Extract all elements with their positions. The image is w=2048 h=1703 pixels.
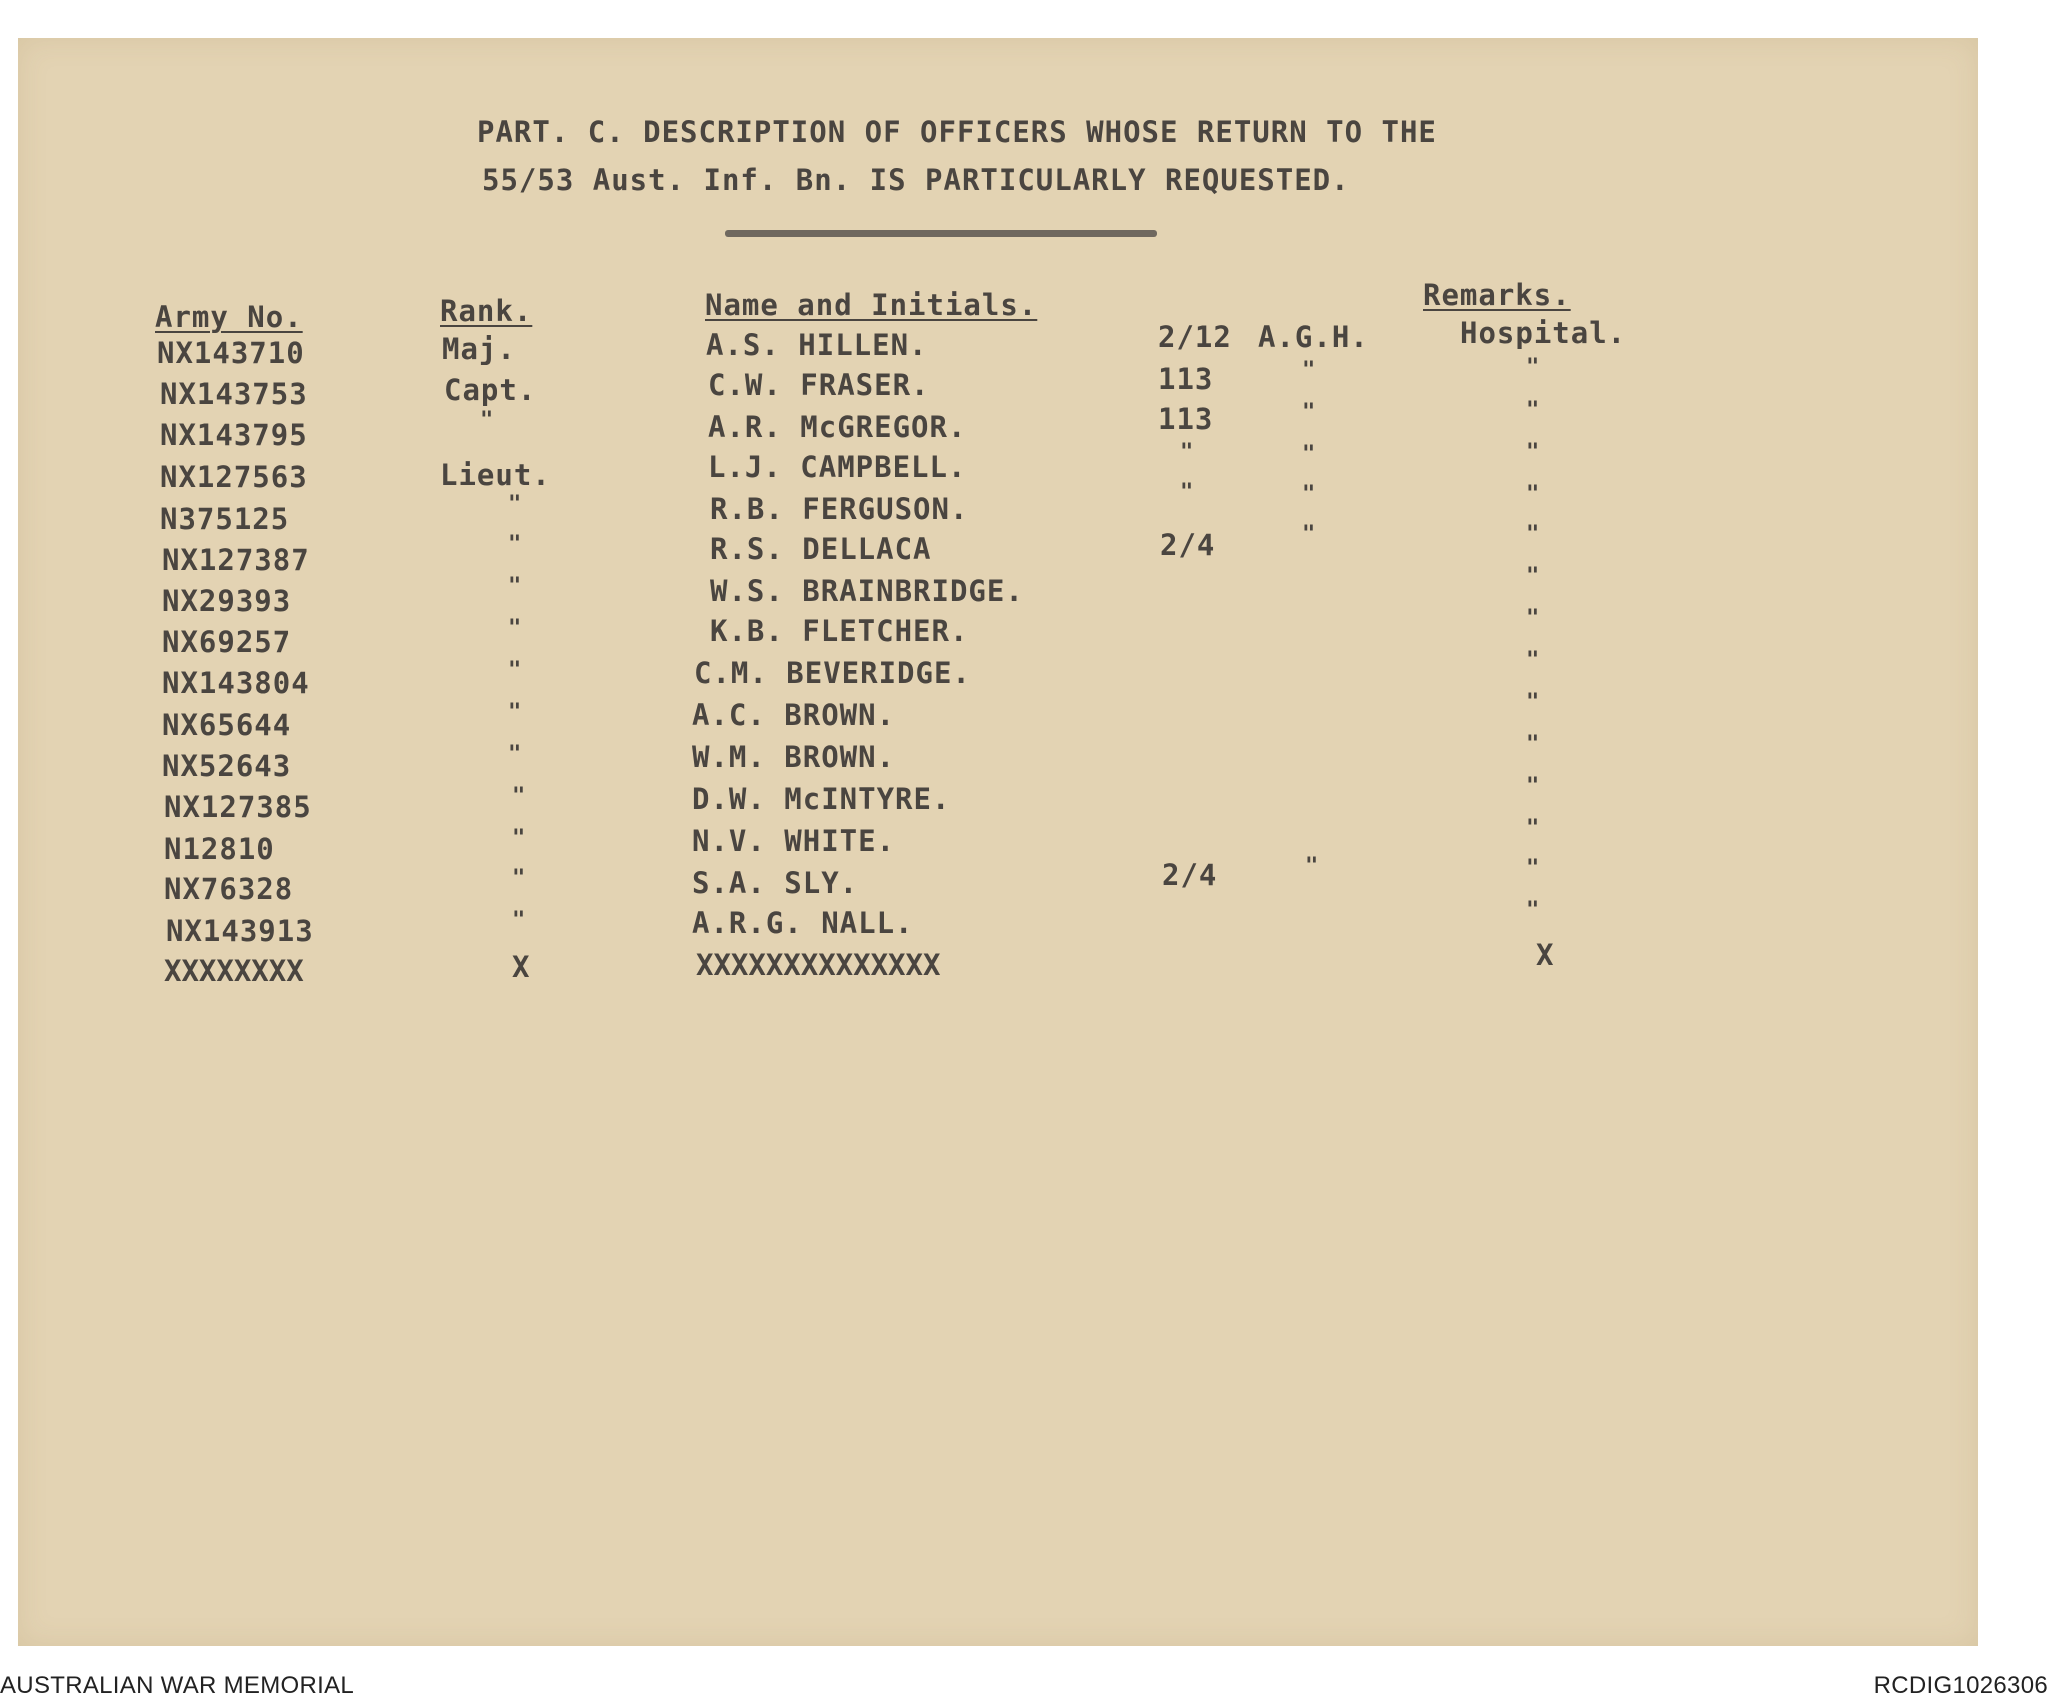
row-5-army-no: N375125 <box>160 502 290 536</box>
row-15-army-no: NX143913 <box>166 914 314 948</box>
row-4-army-no: NX127563 <box>160 460 308 494</box>
row-9-name: C.M. BEVERIDGE. <box>694 656 971 690</box>
row-5-ditto: " <box>1302 482 1317 507</box>
row-10-remark: " <box>1526 690 1541 715</box>
row-9-rank: " <box>508 658 523 683</box>
row-14-name: S.A. SLY. <box>692 866 859 900</box>
row-11-name: W.M. BROWN. <box>692 740 896 774</box>
header-army-no: Army No. <box>155 300 303 334</box>
row-16-rank: X <box>512 950 531 984</box>
row-11-remark: " <box>1526 732 1541 757</box>
row-6-name: R.S. DELLACA <box>710 532 932 566</box>
row-1-remark: Hospital. <box>1460 316 1627 350</box>
row-1-army-no: NX143710 <box>157 336 305 370</box>
row-2-unit: 113 <box>1158 362 1214 396</box>
row-7-rank: " <box>508 574 523 599</box>
row-7-army-no: NX29393 <box>162 584 292 618</box>
row-1-name: A.S. HILLEN. <box>706 328 928 362</box>
row-2-rank: Capt. <box>444 373 537 407</box>
row-14-remark: " <box>1526 856 1541 881</box>
header-rank: Rank. <box>440 294 533 328</box>
row-2-army-no: NX143753 <box>160 377 308 411</box>
row-13-name: N.V. WHITE. <box>692 824 896 858</box>
row-13-rank: " <box>512 826 527 851</box>
row-16-name: XXXXXXXXXXXXXX <box>696 948 941 982</box>
row-10-rank: " <box>508 700 523 725</box>
row-16-army-no: XXXXXXXX <box>164 954 304 988</box>
row-9-remark: " <box>1526 648 1541 673</box>
row-2-remark: " <box>1526 355 1541 380</box>
row-6-army-no: NX127387 <box>162 543 310 577</box>
row-2-ditto: " <box>1302 358 1317 383</box>
row-5-rank: " <box>508 492 523 517</box>
row-1-rank: Maj. <box>442 332 516 366</box>
row-3-remark: " <box>1526 398 1541 423</box>
footer-identifier: RCDIG1026306 <box>1873 1672 2048 1699</box>
row-1-unit: 2/12 <box>1158 320 1232 354</box>
row-11-army-no: NX52643 <box>162 749 292 783</box>
document-title-line-2: 55/53 Aust. Inf. Bn. IS PARTICULARLY REQUESTED. <box>482 163 1350 197</box>
row-5-unit: " <box>1180 480 1195 505</box>
row-15-name: A.R.G. NALL. <box>692 906 914 940</box>
row-4-rank: Lieut. <box>440 458 551 492</box>
row-15-remark: " <box>1526 898 1541 923</box>
row-4-unit: " <box>1180 440 1195 465</box>
row-6-ditto: " <box>1302 522 1317 547</box>
row-14-ditto: " <box>1305 854 1320 879</box>
row-8-remark: " <box>1526 606 1541 631</box>
header-remarks: Remarks. <box>1423 278 1571 312</box>
row-3-name: A.R. McGREGOR. <box>708 410 967 444</box>
row-6-remark: " <box>1526 522 1541 547</box>
row-3-army-no: NX143795 <box>160 418 308 452</box>
title-divider <box>725 230 1157 237</box>
row-3-unit: 113 <box>1158 402 1214 436</box>
footer-source: AUSTRALIAN WAR MEMORIAL <box>0 1672 355 1699</box>
row-4-ditto: " <box>1302 442 1317 467</box>
row-10-name: A.C. BROWN. <box>692 698 896 732</box>
row-12-name: D.W. McINTYRE. <box>692 782 951 816</box>
document-title-line-1: PART. C. DESCRIPTION OF OFFICERS WHOSE RETURN TO THE <box>477 115 1437 149</box>
row-4-remark: " <box>1526 440 1541 465</box>
row-14-rank: " <box>512 866 527 891</box>
row-8-army-no: NX69257 <box>162 625 292 659</box>
row-4-name: L.J. CAMPBELL. <box>708 450 967 484</box>
row-11-rank: " <box>508 742 523 767</box>
row-12-remark: " <box>1526 774 1541 799</box>
row-6-unit: 2/4 <box>1160 528 1216 562</box>
row-1-ditto: A.G.H. <box>1258 320 1369 354</box>
row-12-army-no: NX127385 <box>164 790 312 824</box>
row-3-rank: " <box>480 408 495 433</box>
header-name: Name and Initials. <box>705 288 1038 322</box>
row-3-ditto: " <box>1302 400 1317 425</box>
row-9-army-no: NX143804 <box>162 666 310 700</box>
row-8-rank: " <box>508 616 523 641</box>
row-13-remark: " <box>1526 816 1541 841</box>
row-6-rank: " <box>508 532 523 557</box>
row-8-name: K.B. FLETCHER. <box>710 614 969 648</box>
row-14-army-no: NX76328 <box>164 872 294 906</box>
row-5-name: R.B. FERGUSON. <box>710 492 969 526</box>
row-12-rank: " <box>512 784 527 809</box>
row-10-army-no: NX65644 <box>162 708 292 742</box>
row-16-remark: X <box>1536 938 1555 972</box>
row-14-unit: 2/4 <box>1162 858 1218 892</box>
row-2-name: C.W. FRASER. <box>708 368 930 402</box>
document-paper <box>18 38 1978 1646</box>
row-5-remark: " <box>1526 482 1541 507</box>
row-13-army-no: N12810 <box>164 832 275 866</box>
row-7-name: W.S. BRAINBRIDGE. <box>710 574 1024 608</box>
row-15-rank: " <box>512 908 527 933</box>
row-7-remark: " <box>1526 564 1541 589</box>
